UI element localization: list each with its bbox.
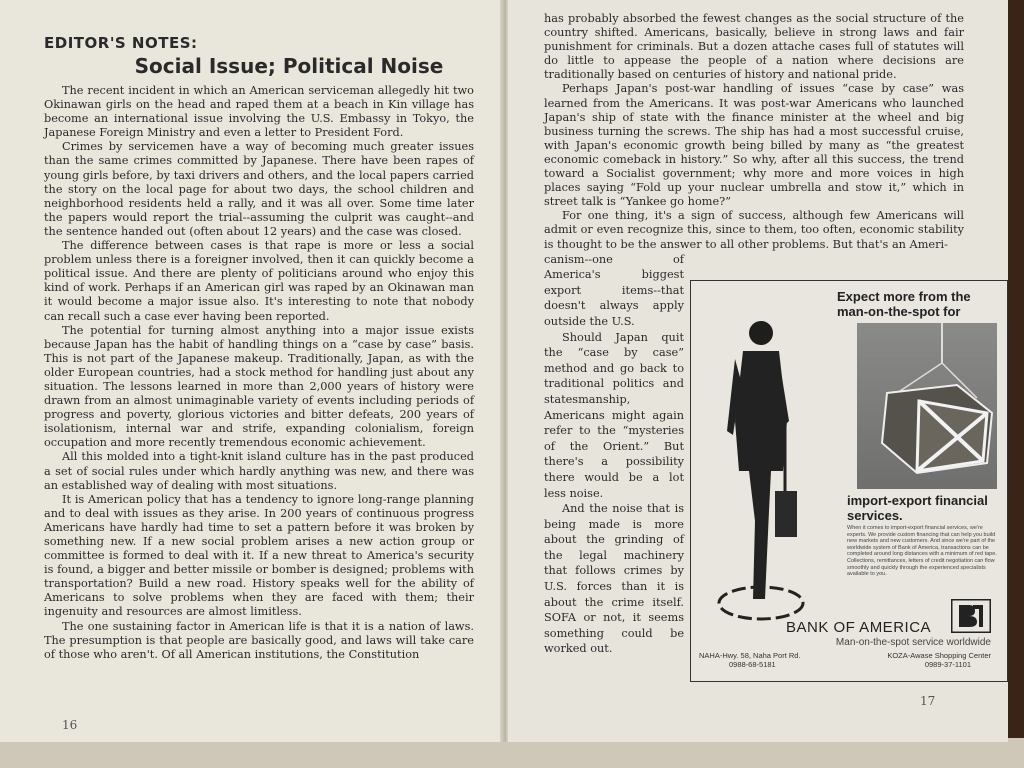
article-body (44, 84, 474, 662)
paragraph: All this molded into a tight-knit island culture has in the past produced a set of social rules under which hardly anything was new, and there was an established way of dealing with most situations. (44, 450, 474, 492)
phone-right: 0989-37-1101 (924, 660, 971, 669)
page-number: 17 (920, 694, 936, 708)
ad-small-print: When it comes to import-export financial services, we're experts. We provide custom financing that can help you build new markets and new customers. And since we're part of the worldwide system of Bank of America, transactions can be completed around long distances with a minimum of red tape. Collections, remittances, letters of credit negotiation can flow smoothly and quickly through the experienced specialists available to you. (847, 525, 997, 578)
paragraph: Crimes by servicemen have a way of becoming much greater issues than the same crimes committed by Japanese. There have been rapes of young girls before, by taxi drivers and others, and the local papers carried the story on the local page for about two days, the school children and neighborhood residents held a rally, and it was all over. Some time later the papers would report the trial--assuming the culprit was caught--and the sentence handed out (often about 12 years) and the case was closed. (44, 140, 474, 238)
phone-left: 0988-68-5181 (729, 660, 776, 669)
ad-brand: BANK OF AMERICA (786, 619, 932, 636)
crate-icon (857, 323, 997, 489)
paragraph: Should Japan quit the “case by case” method and go back to traditional politics and statesmanship, Americans might again refer to the “mysteries of the Orient.” But there's a possibility there would be a lot less noise. (544, 330, 684, 500)
address-right: KOZA-Awase Shopping Center (887, 651, 991, 660)
ad-address-left (699, 651, 801, 669)
bank-advertisement (690, 280, 1008, 682)
paragraph: And the noise that is being made is more about the grinding of the legal machinery that follows crimes by U.S. forces than it is about the crime itself. SOFA or not, it seems something could be worked out. (544, 502, 684, 656)
kicker: EDITOR'S NOTES: (44, 34, 198, 52)
bank-logo-icon (951, 599, 991, 633)
ad-subhead: import-export financial services. (847, 493, 988, 523)
ad-address-right (887, 651, 991, 669)
page-number: 16 (62, 718, 78, 732)
paragraph: Perhaps Japan's post-war handling of issues “case by case” was learned from the Americans. It was post-war Americans who launched Japan's ship of state with the finance minister at the wheel and big business turning the screws. The ship has had a most successful cruise, with Japan's economic growth being billed by many as “the greatest economic comeback in history.” So why, after all this success, the trend toward a Socialist government; why more and more voices in high places saying “Fold up your nuclear umbrella and stow it,” which in street talk is “Yankee go home?” (544, 82, 964, 209)
address-left: NAHA-Hwy. 58, Naha Port Rd. (699, 651, 801, 660)
crate-photo (857, 323, 997, 489)
paragraph: For one thing, it's a sign of success, although few Americans will admit or even recognize this, since to them, too often, economic stability is thought to be the answer to all other problems. But that's an Ameri- (544, 209, 964, 251)
paragraph: The potential for turning almost anything into a major issue exists because Japan has the habit of handling things on a “case by case” basis. This is not part of the Japanese makeup. Traditionally, Japan, as with the older European countries, had a stock method for handling just about any situation. The lessons learned in more than 2,000 years of history were drawn from an almost unimaginable variety of events including periods of progress and poverty, glorious victories and bitter defeats, 200 years of isolationism, internal war and strife, expanding colonialism, foreign occupation and more recently tremendous economic achievement. (44, 323, 474, 450)
article-title: Social Issue; Political Noise (134, 54, 444, 78)
paragraph: The recent incident in which an American serviceman allegedly hit two Okinawan girls on the head and raped them at a beach in Kin village has become an international issue involving the U.S. Embassy in Tokyo, the Japanese Foreign Ministry and even a letter to President Ford. (44, 84, 474, 140)
paragraph: has probably absorbed the fewest changes as the social structure of the country shifted. Americans, basically, believe in strong laws and fair punishment for criminals. But a dozen attache cases full of statutes will do little to appease the people of a nation where decisions are traditionally based on centuries of history and national pride. (544, 12, 964, 82)
ad-headline: Expect more from the man-on-the-spot for (837, 289, 971, 319)
businessman-figure-icon (691, 311, 831, 641)
right-page (508, 0, 1008, 742)
paragraph: The difference between cases is that rape is more or less a social problem unless there is a foreigner involved, then it can quickly become a political issue. And there are plenty of politicians around who enjoy this kind of work. Perhaps if an American girl was raped by an Okinawan man it would become a major issue also. It's interesting to note that nobody can recall such a case ever having been reported. (44, 239, 474, 323)
paragraph: canism--one of America's biggest export items--that doesn't always apply outside the U.S. (544, 252, 684, 328)
narrow-column (544, 252, 684, 657)
paragraph: It is American policy that has a tendency to ignore long-range planning and to deal with issues as they arise. In 200 years of continuous progress Americans have hardly had time to set a pattern before it was broken by something new. If a new social problem arises a new action group or committee is formed to deal with it. If a new threat to America's security is found, a bigger and better missile or bomber is designed; problems with transportation? Build a new road. History speaks well for the ability of Americans to solve problems when they are faced with them; their ingenuity and resources are almost limitless. (44, 492, 474, 619)
paragraph: The one sustaining factor in American life is that it is a nation of laws. The presumption is that people are basically good, and laws will take care of those who aren't. Of all American institutions, the Constitution (44, 619, 474, 661)
ad-tagline: Man-on-the-spot service worldwide (835, 637, 991, 648)
table-surface (0, 738, 1024, 768)
left-page (0, 0, 505, 742)
